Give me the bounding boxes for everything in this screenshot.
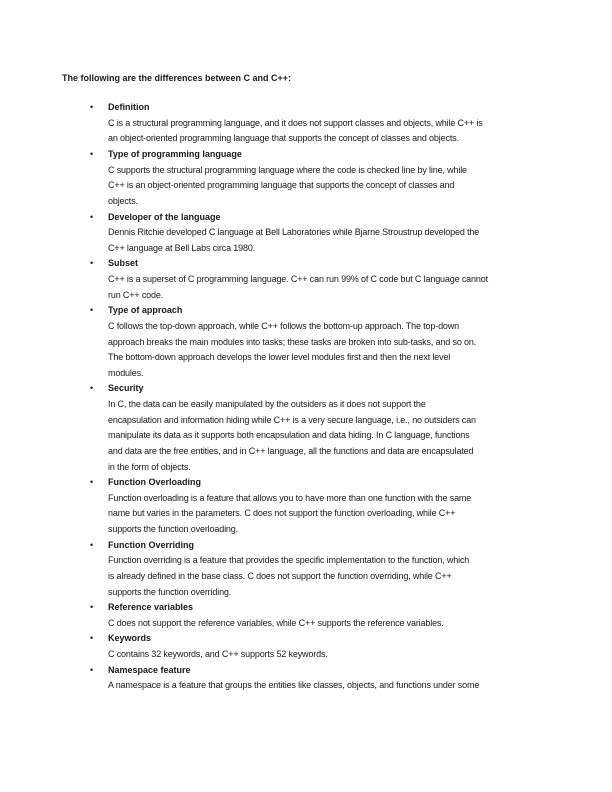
list-item	[0, 538, 612, 601]
bullet-icon: •	[90, 633, 94, 644]
item-text-line: name but varies in the parameters. C does not support the function overloading, while C++	[108, 508, 456, 519]
item-text-line: In C, the data can be easily manipulated by the outsiders as it does not support the	[108, 399, 426, 410]
item-heading: Type of programming language	[108, 149, 242, 160]
bullet-icon: •	[90, 102, 94, 113]
item-text-line: modules.	[108, 367, 144, 378]
list-item	[0, 210, 612, 257]
item-text-line: approach breaks the main modules into tasks; these tasks are broken into sub-tasks, and so on.	[108, 336, 477, 347]
item-heading: Reference variables	[108, 602, 194, 613]
list-item	[0, 600, 612, 631]
item-text-line: C++ is a superset of C programming language. C++ can run 99% of C code but C language cannot	[108, 274, 488, 285]
item-text-line: C contains 32 keywords, and C++ supports 52 keywords.	[108, 649, 328, 660]
document-title: The following are the differences between C and C++:	[62, 73, 292, 83]
bullet-icon: •	[90, 211, 94, 222]
item-text-line: an object-oriented programming language that supports the concept of classes and objects.	[108, 133, 459, 144]
item-heading: Function Overriding	[108, 539, 195, 550]
list-item	[0, 100, 612, 147]
item-text-line: C does not support the reference variables, while C++ supports the reference variables.	[108, 617, 444, 628]
item-text-line: in the form of objects.	[108, 461, 191, 472]
item-text-line: C++ is an object-oriented programming language that supports the concept of classes and	[108, 180, 455, 191]
item-heading: Subset	[108, 258, 139, 269]
list-item	[0, 303, 612, 381]
item-text-line: The bottom-down approach develops the lower level modules first and then the next level	[108, 352, 451, 363]
item-heading: Security	[108, 383, 144, 394]
item-text-line: C supports the structural programming language where the code is checked line by line, while	[108, 164, 467, 175]
item-heading: Type of approach	[108, 305, 183, 316]
item-heading: Developer of the language	[108, 211, 221, 222]
bullet-icon: •	[90, 383, 94, 394]
bullet-icon: •	[90, 664, 94, 675]
item-text-line: Function overloading is a feature that allows you to have more than one function with the same	[108, 492, 472, 503]
list-item	[0, 381, 612, 475]
bullet-icon: •	[90, 602, 94, 613]
item-heading: Keywords	[108, 633, 152, 644]
bullet-icon: •	[90, 305, 94, 316]
item-text-line: supports the function overloading.	[108, 524, 238, 535]
item-text-line: objects.	[108, 195, 138, 206]
item-heading: Function Overloading	[108, 477, 202, 488]
item-text-line: C follows the top-down approach, while C++ follows the bottom-up approach. The top-down	[108, 320, 459, 331]
item-heading: Definition	[108, 102, 150, 113]
list-item	[0, 147, 612, 210]
item-text-line: supports the function overriding.	[108, 586, 232, 597]
list-item	[0, 475, 612, 538]
bullet-icon: •	[90, 539, 94, 550]
item-text-line: C is a structural programming language, and it does not support classes and objects, while C++ is	[108, 117, 483, 128]
item-text-line: A namespace is a feature that groups the entities like classes, objects, and functions under some	[108, 680, 480, 691]
item-heading: Namespace feature	[108, 664, 191, 675]
item-text-line: C++ language at Bell Labs circa 1980.	[108, 242, 256, 253]
item-text-line: Dennis Ritchie developed C language at Bell Laboratories while Bjarne Stroustrup developed the	[108, 227, 480, 238]
bullet-icon: •	[90, 149, 94, 160]
item-text-line: encapsulation and information hiding while C++ is a very secure language, i.e., no outsiders can	[108, 414, 476, 425]
bullet-icon: •	[90, 258, 94, 269]
bullet-icon: •	[90, 477, 94, 488]
item-text-line: and data are the free entities, and in C++ language, all the functions and data are encapsulated	[108, 445, 474, 456]
list-item	[0, 256, 612, 303]
item-text-line: run C++ code.	[108, 289, 164, 300]
list-item	[0, 663, 612, 694]
item-text-line: manipulate its data as it supports both encapsulation and data hiding. In C language, functions	[108, 430, 470, 441]
differences-list	[0, 100, 612, 694]
item-text-line: Function overriding is a feature that provides the specific implementation to the function, which	[108, 555, 470, 566]
item-text-line: is already defined in the base class. C does not support the function overriding, while C++	[108, 570, 452, 581]
list-item	[0, 631, 612, 662]
